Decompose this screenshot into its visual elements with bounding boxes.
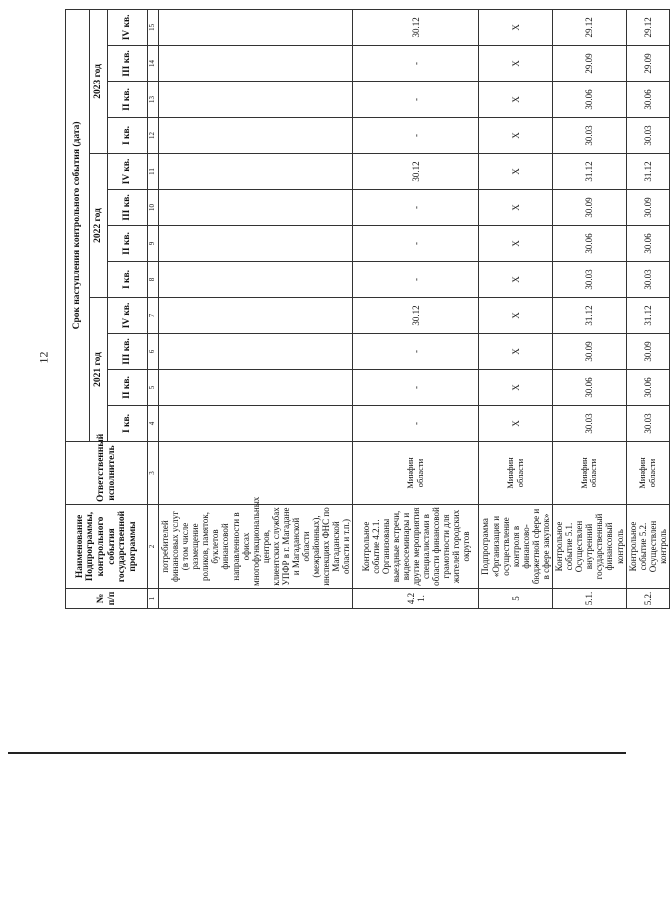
row-value: 31.12 xyxy=(553,298,627,334)
row-value: X xyxy=(479,370,553,406)
column-number: 2 xyxy=(148,505,159,589)
header-executor: Ответственный исполнитель xyxy=(66,442,148,505)
column-number: 12 xyxy=(148,118,159,154)
row-value: X xyxy=(479,9,553,45)
row-value: - xyxy=(353,46,479,82)
header-num: № п/п xyxy=(66,589,148,609)
row-value: 29.12 xyxy=(553,9,627,45)
header-quarter: IV кв. xyxy=(108,298,148,334)
column-number: 15 xyxy=(148,9,159,45)
row-name: Контрольное событие 4.2.1. Организованы выездные встречи, видеосеминары и другие мероприятия специалистами в области финансовой грамотности для жителей городских округов xyxy=(353,505,479,589)
row-value xyxy=(159,226,353,262)
row-value: 30.12 xyxy=(353,154,479,190)
header-quarter: II кв. xyxy=(108,370,148,406)
row-value: 30.06 xyxy=(553,226,627,262)
page-number: 12 xyxy=(36,351,51,364)
row-value: - xyxy=(353,118,479,154)
column-number: 3 xyxy=(148,442,159,505)
row-value: - xyxy=(353,406,479,442)
table-row xyxy=(626,9,669,608)
header-deadline: Срок наступления контрольного события (дата) xyxy=(66,9,90,441)
row-num: 5.2. xyxy=(626,589,669,609)
header-name: Наименование Подпрограммы, контрольного события государственной программы xyxy=(66,505,148,589)
table-row xyxy=(353,9,479,608)
column-number: 13 xyxy=(148,82,159,118)
row-value: - xyxy=(353,190,479,226)
row-num xyxy=(159,589,353,609)
header-year: 2022 год xyxy=(90,154,108,298)
row-value: 30.09 xyxy=(553,190,627,226)
header-quarter: III кв. xyxy=(108,190,148,226)
column-number: 6 xyxy=(148,334,159,370)
table-row xyxy=(159,9,353,608)
row-value: X xyxy=(479,226,553,262)
column-number: 11 xyxy=(148,154,159,190)
column-number: 9 xyxy=(148,226,159,262)
row-num: 4.2 1. xyxy=(353,589,479,609)
header-quarter: IV кв. xyxy=(108,154,148,190)
row-value: 31.12 xyxy=(626,154,669,190)
row-value: 30.06 xyxy=(553,370,627,406)
column-number: 14 xyxy=(148,46,159,82)
row-value: 30.09 xyxy=(626,190,669,226)
column-number: 1 xyxy=(148,589,159,609)
row-value: 29.09 xyxy=(553,46,627,82)
row-value xyxy=(159,370,353,406)
row-executor: Минфин области xyxy=(553,442,627,505)
header-quarter: I кв. xyxy=(108,262,148,298)
row-executor: Минфин области xyxy=(626,442,669,505)
row-executor: Минфин области xyxy=(479,442,553,505)
row-value: X xyxy=(479,190,553,226)
row-value: 29.09 xyxy=(626,46,669,82)
row-value: X xyxy=(479,46,553,82)
row-value: 30.06 xyxy=(553,82,627,118)
row-value: 30.03 xyxy=(553,118,627,154)
column-number: 7 xyxy=(148,298,159,334)
row-value xyxy=(159,262,353,298)
row-value: X xyxy=(479,298,553,334)
row-value: X xyxy=(479,154,553,190)
row-value xyxy=(159,154,353,190)
header-year: 2023 год xyxy=(90,9,108,153)
row-value xyxy=(159,9,353,45)
header-quarter: III кв. xyxy=(108,46,148,82)
row-value xyxy=(159,46,353,82)
row-value: 30.09 xyxy=(553,334,627,370)
header-quarter: III кв. xyxy=(108,334,148,370)
row-value: X xyxy=(479,406,553,442)
row-value: X xyxy=(479,262,553,298)
row-value: 30.12 xyxy=(353,298,479,334)
row-value: 31.12 xyxy=(626,298,669,334)
row-value: 30.03 xyxy=(626,118,669,154)
row-value: - xyxy=(353,226,479,262)
row-value: X xyxy=(479,82,553,118)
header-quarter: I кв. xyxy=(108,406,148,442)
table-row xyxy=(479,9,553,608)
control-events-table xyxy=(65,14,668,609)
row-value xyxy=(159,118,353,154)
row-name: Контрольное событие 5.2. Осуществлен контроль xyxy=(626,505,669,589)
row-value xyxy=(159,298,353,334)
row-num: 5.1. xyxy=(553,589,627,609)
header-quarter: IV кв. xyxy=(108,9,148,45)
row-executor: Минфин области xyxy=(353,442,479,505)
row-name: Контрольное событие 5.1. Осуществлен внутренний государственный финансовый контроль xyxy=(553,505,627,589)
header-quarter: II кв. xyxy=(108,226,148,262)
row-value: - xyxy=(353,370,479,406)
row-executor xyxy=(159,442,353,505)
row-value xyxy=(159,334,353,370)
row-value: 30.03 xyxy=(626,406,669,442)
row-value: 30.03 xyxy=(553,262,627,298)
header-year: 2021 год xyxy=(90,298,108,442)
row-value: X xyxy=(479,334,553,370)
row-value: - xyxy=(353,262,479,298)
row-value: 31.12 xyxy=(553,154,627,190)
row-name: Подпрограмма «Организация и осуществление контроля в финансово-бюджетной сфере и в сфере закупок» xyxy=(479,505,553,589)
row-name: потребителей финансовых услуг (в том числе размещение роликов, памяток, буклетов финансовой направленности в офисах многофункциональных центров, клиентских службах УПФР в г. Магадане и Магаданской области (межрайонных), инспекциях ФНС по Магаданской области и т.п.) xyxy=(159,505,353,589)
row-value: X xyxy=(479,118,553,154)
row-value: 29.12 xyxy=(626,9,669,45)
page-divider xyxy=(8,752,626,754)
column-number: 8 xyxy=(148,262,159,298)
row-num: 5 xyxy=(479,589,553,609)
row-value xyxy=(159,190,353,226)
row-value: 30.06 xyxy=(626,82,669,118)
row-value xyxy=(159,406,353,442)
row-value: 30.06 xyxy=(626,226,669,262)
header-quarter: II кв. xyxy=(108,82,148,118)
row-value: 30.03 xyxy=(553,406,627,442)
row-value xyxy=(159,82,353,118)
row-value: - xyxy=(353,82,479,118)
row-value: - xyxy=(353,334,479,370)
table-row xyxy=(553,9,627,608)
column-number: 4 xyxy=(148,406,159,442)
row-value: 30.03 xyxy=(626,262,669,298)
column-number: 10 xyxy=(148,190,159,226)
row-value: 30.09 xyxy=(626,334,669,370)
row-value: 30.06 xyxy=(626,370,669,406)
column-number: 5 xyxy=(148,370,159,406)
schedule-grid xyxy=(65,9,670,609)
header-quarter: I кв. xyxy=(108,118,148,154)
row-value: 30.12 xyxy=(353,9,479,45)
